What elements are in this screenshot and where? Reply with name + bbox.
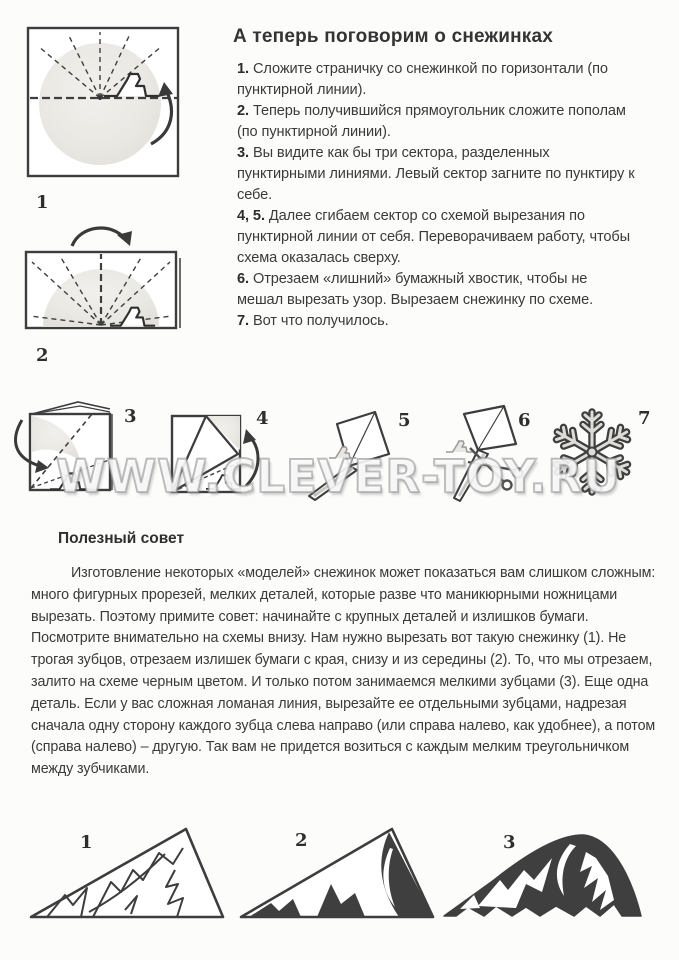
figure-6-label: 6 [518, 410, 531, 431]
figure-7-label: 7 [638, 408, 651, 429]
instruction-number: 2. [237, 103, 249, 119]
tip-body: Изготовление некоторых «моделей» снежинок может показаться вам слишком сложным: много фигурных прорезей, мелких деталей, которые разве что маникюрными ножницами вырезать. Поэтому примите совет: начинайте с крупных деталей и излишков бумаги. Посмотрите внимательно на схемы внизу. Нам нужно вырезать вот такую снежинку (1). Не трогая зубцов, отрезаем излишек бумаги с края, снизу и из середины (2). То, что мы отрезаем, залито на схеме черным цветом. И только потом занимаемся мелкими зубцами (3). Еще одна деталь. Если у вас сложная ломаная линия, вырезайте ее отдельными зубцами, надрезая сначала одну сторону каждого зубца слева направо (или справа налево, как удобнее), а потом (справа налево) – другую. Так вам не придется возиться с каждым мелким треугольничком между зубчиками. [31, 565, 656, 778]
pattern-2-label: 2 [295, 830, 308, 851]
instruction-item [237, 143, 637, 206]
instruction-text: Отрезаем «лишний» бумажный хвостик, чтобы не мешал вырезать узор. Вырезаем снежинку по схеме. [237, 271, 594, 308]
instruction-text: Вы видите как бы три сектора, разделенных пунктирными линиями. Левый сектор загните по пунктиру к себе. [237, 145, 635, 203]
instruction-item [237, 101, 637, 143]
instruction-number: 3. [237, 145, 249, 161]
curved-arrow-icon [72, 228, 132, 246]
instruction-number: 6. [237, 271, 249, 287]
page-title: А теперь поговорим о снежинках [233, 26, 554, 47]
instruction-number: 4, 5. [237, 208, 265, 224]
folded-shape [464, 406, 516, 450]
tip-heading: Полезный совет [58, 530, 185, 547]
figure-2-label: 2 [36, 345, 49, 366]
figure-2-fold-diagram [22, 220, 192, 338]
instruction-number: 7. [237, 313, 249, 329]
instruction-item [237, 311, 637, 332]
instruction-list [237, 59, 637, 332]
pattern-2-diagram [237, 820, 437, 922]
figure-3-label: 3 [124, 406, 137, 427]
figure-1-label: 1 [36, 192, 49, 213]
instruction-text: Вот что получилось. [252, 313, 389, 329]
instruction-text: Далее сгибаем сектор со схемой вырезания по пунктирной линии от себя. Переворачиваем работу, чтобы схема оказалась сверху. [237, 208, 631, 266]
figure-4-label: 4 [256, 408, 269, 429]
instruction-number: 1. [237, 61, 249, 77]
instruction-item [237, 59, 637, 101]
figure-1-fold-diagram [26, 26, 186, 180]
instruction-item [237, 206, 637, 269]
figure-5-label: 5 [398, 410, 411, 431]
watermark: WWW.CLEVER-TOY.RU [56, 450, 621, 503]
instruction-text: Теперь получившийся прямоугольник сложите пополам (по пунктирной линии). [237, 103, 626, 140]
pattern-1-label: 1 [80, 832, 93, 853]
pattern-3-diagram [438, 816, 648, 922]
instruction-text: Сложите страничку со снежинкой по горизонтали (по пунктирной линии). [237, 61, 608, 98]
pattern-3-label: 3 [503, 832, 516, 853]
instruction-item [237, 269, 637, 311]
pattern-1-diagram [27, 820, 227, 922]
center-point [98, 96, 102, 100]
triangle-outline [31, 829, 223, 917]
